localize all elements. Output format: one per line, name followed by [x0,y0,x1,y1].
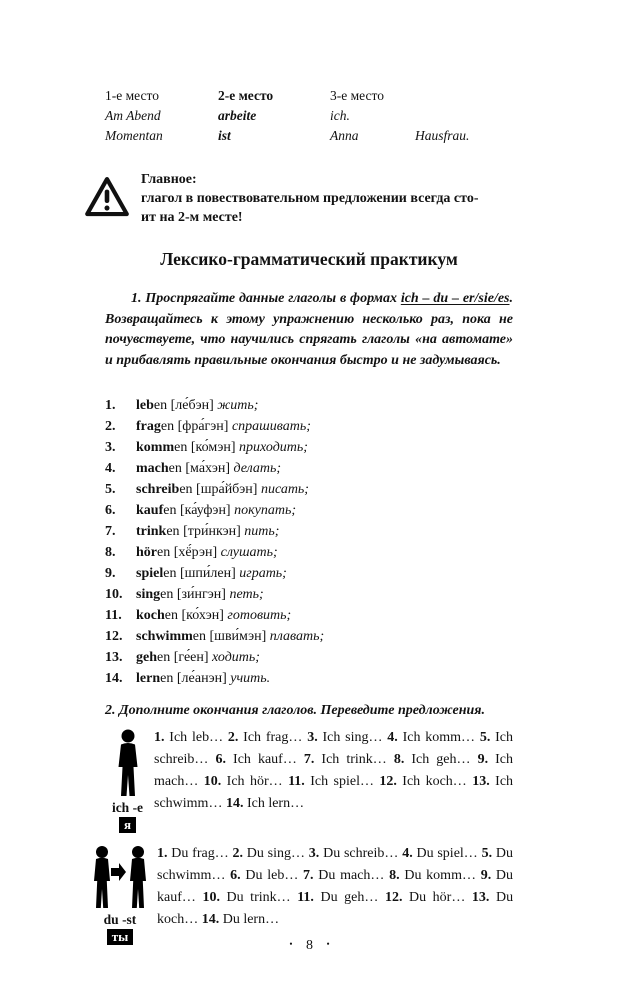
exercise2-title: 2. Дополните окончания глаголов. Переведите предложения. [105,703,486,718]
verb-number: 3. [105,440,116,455]
verb-number: 2. [105,419,116,434]
sentence-text: Du sing… [246,846,306,861]
sentence-number: 9. [477,752,489,767]
sentence-number: 7. [303,868,314,883]
verb-translation: играть; [239,566,287,581]
verb-transcription: [шви́мэн] [209,629,267,644]
verb-number: 6. [105,503,116,518]
sentence-text: Ich trink… [321,752,387,767]
sentence-text: Du spiel… [416,846,478,861]
exercise2-ich-block [105,727,513,833]
sentence-text: Du hör… [409,890,466,905]
verb-number: 11. [105,608,122,623]
verb-list [105,395,513,689]
sentence-text: Ich geh… [411,752,471,767]
verb-translation: пить; [244,524,280,539]
verb-translation: приходить; [239,440,308,455]
sentence-number: 4. [402,846,413,861]
verb-list-item [105,416,513,437]
verb-ending: en [179,482,193,497]
table-cell [415,86,513,106]
verb-ending: en [153,398,168,413]
table-cell: Anna [330,128,359,143]
du-ending-label: du -st [103,912,137,927]
verb-entry [136,458,281,479]
sentence-number: 9. [480,868,492,883]
sentence-text: Ich komm… [402,730,476,745]
verb-ending: en [163,503,177,518]
verb-ending: en [174,440,188,455]
sentence-number: 5. [479,730,491,745]
table-cell: Am Abend [105,108,161,123]
verb-stem: leb [136,398,154,413]
sentence-number: 10. [203,774,222,789]
verb-stem: geh [136,650,157,665]
verb-entry [136,605,291,626]
sentence-number: 11. [288,774,305,789]
verb-translation: слушать; [220,545,278,560]
sentence-number: 14. [225,796,244,811]
verb-translation: петь; [229,587,264,602]
verb-number: 5. [105,482,116,497]
verb-number: 14. [105,671,123,686]
verb-entry [136,479,309,500]
verb-translation: писать; [260,482,309,497]
sentence-text: Ich leb… [169,730,224,745]
table-cell: ist [218,128,231,143]
sentence-text: Ich schreib… [154,730,514,767]
sentence-text: Ich mach… [154,752,514,789]
intro-text-end: . Возвращайтесь к этому упражнению несколько раз, пока не почувствуете, что научились спрягать глаголы «на автомате» и прибавлять правильные окончания быстро и не задумываясь. [105,291,513,368]
intro-pronouns-underlined: ich – du – er/sie/es [400,291,510,306]
warning-text [141,170,478,227]
verb-transcription: [три́нкэн] [183,524,241,539]
verb-translation: плавать; [269,629,325,644]
ich-ending-label: ich -e [111,800,144,815]
verb-ending: en [163,566,177,581]
verb-transcription: [шра́йбэн] [196,482,258,497]
table-cell: Hausfrau. [415,128,470,143]
verb-list-item [105,584,513,605]
verb-transcription: [ле́бэн] [170,398,214,413]
verb-number: 8. [105,545,116,560]
sentence-text: Ich sing… [322,730,383,745]
sentence-number: 6. [230,868,241,883]
verb-translation: ходить; [212,650,260,665]
verb-transcription: [ко́мэн] [190,440,236,455]
verb-translation: покупать; [234,503,296,518]
verb-entry [136,395,258,416]
verb-list-item [105,563,513,584]
verb-stem: trink [136,524,167,539]
verb-transcription: [зи́нгэн] [176,587,226,602]
sentence-text: Du schwimm… [157,846,513,883]
sentence-text: Du geh… [320,890,379,905]
verb-entry [136,521,279,542]
sentence-text: Du leb… [245,868,299,883]
verb-ending: en [166,524,180,539]
verb-transcription: [хё́рэн] [173,545,218,560]
sentence-number: 11. [297,890,314,905]
sentence-number: 1. [157,846,168,861]
verb-transcription: [фра́гэн] [177,419,229,434]
sentence-number: 2. [227,730,239,745]
sentence-text: Ich lern… [246,796,305,811]
verb-ending: en [164,608,179,623]
verb-number: 4. [105,461,116,476]
sentence-text: Ich schwimm… [154,774,514,811]
verb-number: 12. [105,629,123,644]
verb-list-item [105,542,513,563]
footer-dot-left: • [289,939,293,949]
word-order-table [105,86,513,146]
table-cell: 2-е место [218,88,274,103]
verb-number: 1. [105,398,116,413]
verb-number: 13. [105,650,123,665]
verb-transcription: [шпи́лен] [179,566,236,581]
sentence-text: Du kauf… [157,868,514,905]
verb-ending: en [168,461,182,476]
sentence-number: 4. [387,730,398,745]
sentence-text: Du mach… [318,868,385,883]
table-cell: ich. [330,108,350,123]
sentence-number: 3. [307,730,318,745]
warning-title: Главное: [141,172,197,187]
ich-figure-column [105,727,150,833]
verb-stem: sing [136,587,161,602]
sentence-number: 6. [215,752,226,767]
warning-note [84,170,513,227]
verb-list-item [105,605,513,626]
sentence-number: 8. [389,868,400,883]
verb-list-item [105,521,513,542]
warning-triangle-icon [84,170,130,219]
verb-entry [136,626,324,647]
verb-translation: готовить; [227,608,292,623]
sentence-text: Du frag… [171,846,229,861]
ich-sentences [154,727,513,833]
ich-pronoun-badge: я [119,817,136,833]
footer-dot-right: • [326,939,330,949]
verb-stem: koch [136,608,165,623]
verb-translation: делать; [233,461,282,476]
sentence-text: Ich frag… [243,730,303,745]
sentence-number: 7. [303,752,315,767]
sentence-number: 1. [154,730,165,745]
verb-transcription: [ка́уфэн] [179,503,231,518]
sentence-number: 12. [379,774,397,789]
verb-translation: учить. [230,671,271,686]
verb-ending: en [160,419,175,434]
sentence-text: Ich spiel… [310,774,374,789]
verb-translation: жить; [217,398,259,413]
verb-list-item [105,626,513,647]
verb-entry [136,668,270,689]
verb-stem: spiel [136,566,164,581]
verb-list-item [105,479,513,500]
verb-entry [136,416,311,437]
section-heading: Лексико-грамматический практикум [160,249,458,269]
sentence-number: 5. [481,846,493,861]
verb-stem: komm [136,440,175,455]
table-cell [415,106,513,126]
verb-entry [136,500,296,521]
verb-number: 10. [105,587,123,602]
sentence-text: Du schreib… [323,846,399,861]
verb-list-item [105,395,513,416]
sentence-text: Ich hör… [226,774,283,789]
verb-ending: en [160,671,174,686]
verb-entry [136,542,278,563]
verb-entry [136,584,264,605]
page-number: 8 [306,938,313,953]
table-cell: Momentan [105,128,163,143]
sentence-text: Ich kauf… [233,752,297,767]
table-cell: arbeite [218,108,257,123]
page-footer [0,938,619,954]
verb-transcription: [ко́хэн] [181,608,224,623]
verb-list-item [105,668,513,689]
verb-translation: спрашивать; [231,419,311,434]
verb-ending: en [160,587,174,602]
two-persons-arrow-icon [91,845,149,911]
verb-entry [136,437,308,458]
sentence-text: Du koch… [157,890,514,927]
person-icon [114,729,142,799]
verb-ending: en [157,650,171,665]
du-figure-column [89,843,151,945]
verb-list-item [105,647,513,668]
sentence-number: 14. [201,912,220,927]
verb-list-item [105,500,513,521]
verb-number: 9. [105,566,116,581]
sentence-number: 10. [202,890,220,905]
sentence-number: 2. [232,846,243,861]
verb-stem: frag [136,419,161,434]
table-cell: 3-е место [330,88,384,103]
verb-stem: mach [136,461,169,476]
verb-number: 7. [105,524,116,539]
sentence-text: Ich koch… [402,774,467,789]
verb-stem: schwimm [136,629,193,644]
sentence-text: Du komm… [404,868,476,883]
table-cell: 1-е место [105,88,159,103]
verb-stem: lern [136,671,161,686]
du-pronoun-badge: ты [107,929,134,945]
verb-list-item [105,437,513,458]
sentence-text: Du lern… [222,912,280,927]
verb-entry [136,647,260,668]
verb-ending: en [192,629,206,644]
exercise2-du-block [105,843,513,945]
verb-stem: schreib [136,482,180,497]
sentence-number: 12. [384,890,403,905]
verb-stem: kauf [136,503,164,518]
verb-entry [136,563,287,584]
verb-ending: en [157,545,171,560]
verb-transcription: [ге́ен] [173,650,209,665]
warning-line2: ит на 2-м месте! [141,210,243,225]
intro-text-start: 1. Проспрягайте данные глаголы в формах [131,291,401,306]
sentence-number: 13. [471,890,490,905]
sentence-number: 13. [472,774,490,789]
verb-transcription: [ле́анэн] [176,671,227,686]
du-sentences [157,843,513,945]
exercise1-intro [105,289,513,371]
sentence-number: 3. [308,846,320,861]
warning-line1: глагол в повествовательном предложении всегда сто- [141,191,479,206]
verb-stem: hör [136,545,157,560]
verb-transcription: [ма́хэн] [185,461,231,476]
sentence-number: 8. [393,752,405,767]
verb-list-item [105,458,513,479]
sentence-text: Du trink… [226,890,291,905]
